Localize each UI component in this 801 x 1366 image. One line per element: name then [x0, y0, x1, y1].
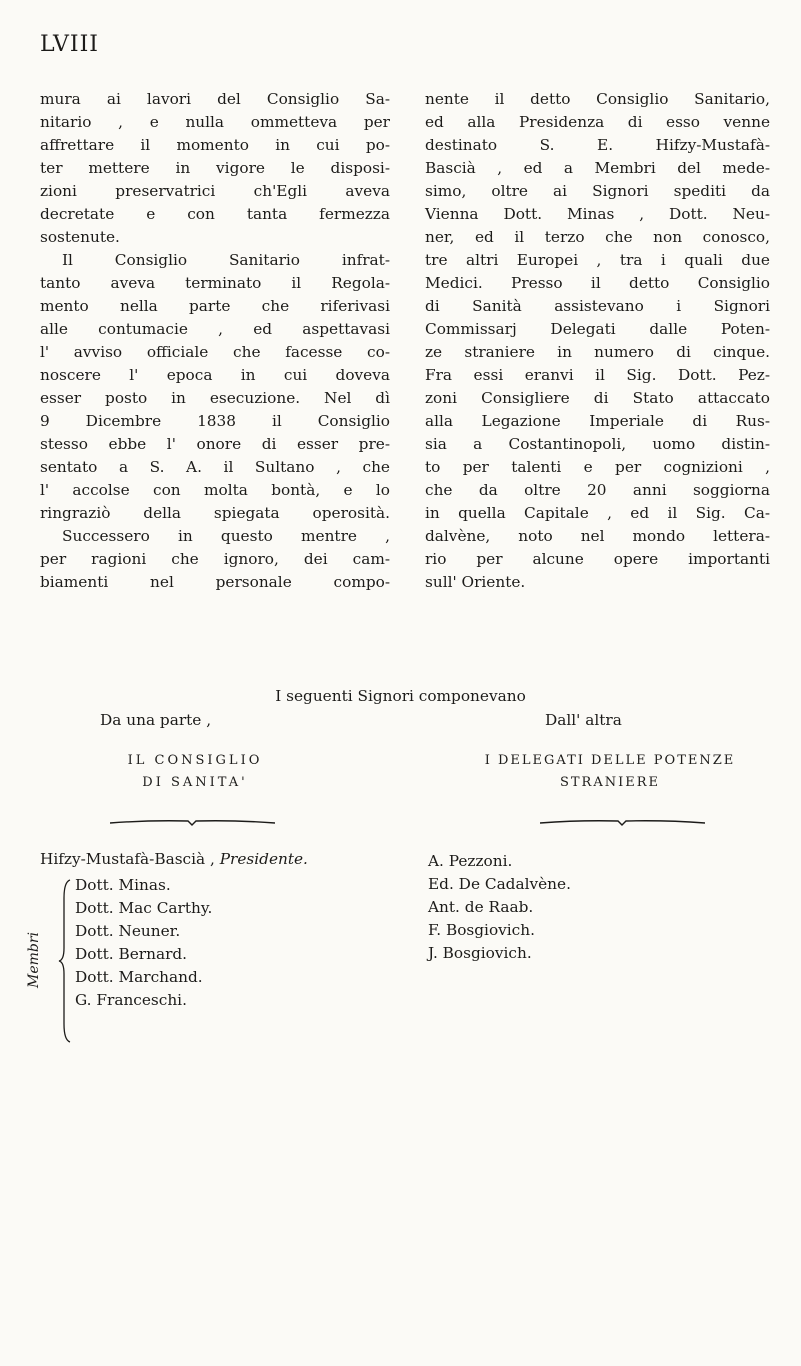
text-line: che da oltre 20 anni soggiorna [425, 481, 770, 499]
text-line: simo, oltre ai Signori spediti da [425, 182, 770, 200]
text-line: l' accolse con molta bontà, e lo [40, 481, 390, 499]
list-item: Dott. Neuner. [75, 922, 181, 940]
text-line: esser posto in esecuzione. Nel dì [40, 389, 390, 407]
delegates-heading: I DELEGATI DELLE POTENZE [484, 753, 736, 768]
text-line: in quella Capitale , ed il Sig. Ca- [425, 504, 770, 522]
president-role: Presidente. [219, 850, 308, 868]
delegates-list [428, 850, 571, 965]
president-line [40, 850, 308, 868]
brace-icon [58, 878, 72, 1044]
text-line: ter mettere in vigore le disposi- [40, 159, 390, 177]
list-item: F. Bosgiovich. [428, 921, 535, 939]
text-line: nente il detto Consiglio Sanitario, [425, 90, 770, 108]
council-members-list [75, 874, 212, 1012]
left-side-label: Da una parte , [100, 711, 212, 729]
text-line: Successero in questo mentre , [62, 527, 390, 545]
right-text-column [425, 88, 770, 594]
ornamental-rule-right [540, 818, 705, 826]
text-line: biamenti nel personale compo- [40, 573, 390, 591]
text-line: stesso ebbe l' onore di esser pre- [40, 435, 390, 453]
list-item: Dott. Mac Carthy. [75, 899, 213, 917]
intro-line: I seguenti Signori componevano [275, 687, 526, 705]
text-line: destinato S. E. Hifzy-Mustafà- [425, 136, 770, 154]
text-line: mura ai lavori del Consiglio Sa- [40, 90, 390, 108]
list-item: Ant. de Raab. [428, 898, 534, 916]
text-line: di Sanità assistevano i Signori [425, 297, 770, 315]
text-line: to per talenti e per cognizioni , [425, 458, 770, 476]
ornamental-rule-left [110, 818, 275, 826]
text-line: l' avviso officiale che facesse co- [40, 343, 390, 361]
list-item: A. Pezzoni. [428, 852, 513, 870]
right-side-label: Dall' altra [545, 711, 622, 729]
text-line: alle contumacie , ed aspettavasi [40, 320, 390, 338]
text-line: ze straniere in numero di cinque. [425, 343, 770, 361]
president-name: Hifzy-Mustafà-Bascià , [40, 850, 215, 868]
council-subheading: DI SANITA' [142, 775, 248, 790]
text-line: alla Legazione Imperiale di Rus- [425, 412, 770, 430]
list-item: G. Franceschi. [75, 991, 187, 1009]
left-text-column [40, 88, 390, 594]
text-line: dalvène, noto nel mondo lettera- [425, 527, 770, 545]
text-line: rio per alcune opere importanti [425, 550, 770, 568]
text-line: noscere l' epoca in cui doveva [40, 366, 390, 384]
text-line: Fra essi eranvi il Sig. Dott. Pez- [425, 366, 770, 384]
list-item: Dott. Bernard. [75, 945, 188, 963]
text-line: sostenute. [40, 228, 120, 246]
text-line: mento nella parte che riferivasi [40, 297, 390, 315]
text-line: zoni Consigliere di Stato attaccato [425, 389, 770, 407]
text-line: sentato a S. A. il Sultano , che [40, 458, 390, 476]
text-line: 9 Dicembre 1838 il Consiglio [40, 412, 390, 430]
text-line: nitario , e nulla ommetteva per [40, 113, 390, 131]
text-line: ringraziò della spiegata operosità. [40, 504, 390, 522]
text-line: sull' Oriente. [425, 573, 526, 591]
text-line: Medici. Presso il detto Consiglio [425, 274, 770, 292]
text-line: sia a Costantinopoli, uomo distin- [425, 435, 770, 453]
members-label: Membri [26, 931, 42, 989]
text-line: per ragioni che ignoro, dei cam- [40, 550, 390, 568]
text-line: Il Consiglio Sanitario infrat- [62, 251, 390, 269]
text-line: decretate e con tanta fermezza [40, 205, 390, 223]
council-heading: IL CONSIGLIO [127, 753, 263, 768]
text-line: zioni preservatrici ch'Egli aveva [40, 182, 390, 200]
list-item: Ed. De Cadalvène. [428, 875, 571, 893]
text-line: ner, ed il terzo che non conosco, [425, 228, 770, 246]
text-line: affrettare il momento in cui po- [40, 136, 390, 154]
list-item: J. Bosgiovich. [428, 944, 532, 962]
list-item: Dott. Minas. [75, 876, 171, 894]
list-item: Dott. Marchand. [75, 968, 203, 986]
delegates-subheading: STRANIERE [559, 775, 661, 790]
text-line: ed alla Presidenza di esso venne [425, 113, 770, 131]
text-line: tre altri Europei , tra i quali due [425, 251, 770, 269]
text-line: Bascià , ed a Membri del mede- [425, 159, 770, 177]
text-line: tanto aveva terminato il Regola- [40, 274, 390, 292]
page-number: LVIII [40, 32, 99, 57]
text-line: Vienna Dott. Minas , Dott. Neu- [425, 205, 770, 223]
text-line: Commissarj Delegati dalle Poten- [425, 320, 770, 338]
